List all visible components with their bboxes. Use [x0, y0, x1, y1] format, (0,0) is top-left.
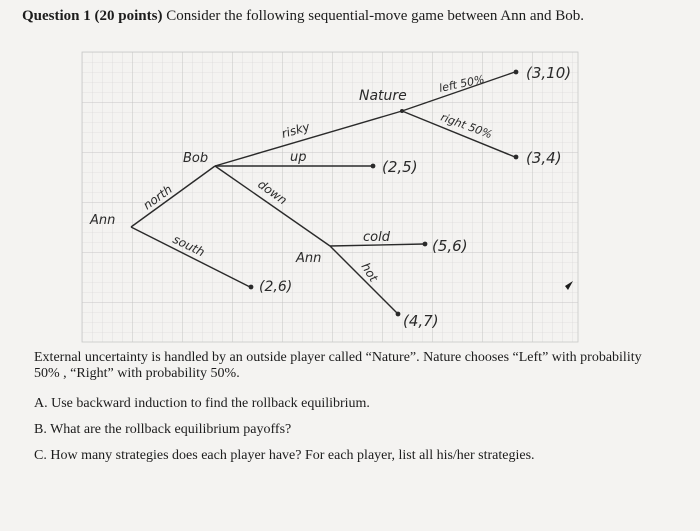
question-parts [34, 396, 674, 474]
terminal-dot-right [514, 155, 519, 160]
part-b [34, 422, 674, 438]
move-label-right: right 50% [438, 110, 494, 142]
move-label-cold: cold [363, 230, 390, 245]
terminal-dot-hot [396, 312, 401, 317]
payoff-hot: (4,7) [403, 312, 439, 330]
nature-description: External uncertainty is handled by an outside player called “Nature”. Nature chooses “Left” with probability 50% , “Right” with probability 50%. [34, 350, 642, 381]
move-label-up: up [290, 150, 307, 165]
part-c [34, 448, 674, 464]
part-a [34, 396, 674, 412]
terminal-dot-up [371, 164, 376, 169]
move-label-left: left 50% [437, 72, 486, 95]
payoff-left: (3,10) [526, 64, 572, 82]
player-label-bob: Bob [183, 151, 209, 166]
payoff-right: (3,4) [526, 149, 562, 167]
payoff-south: (2,6) [259, 279, 293, 295]
question-label: Question 1 (20 points) [22, 8, 163, 24]
part-letter: C. [34, 448, 47, 463]
part-letter: A. [34, 396, 48, 411]
part-text: What are the rollback equilibrium payoffs? [50, 422, 292, 437]
terminal-dot-left [514, 70, 519, 75]
payoff-up: (2,5) [382, 158, 418, 176]
player-label-ann-second: Ann [296, 251, 322, 266]
part-text: How many strategies does each player have? For each player, list all his/her strategies. [50, 448, 535, 463]
payoff-cold: (5,6) [432, 237, 468, 255]
part-letter: B. [34, 422, 47, 437]
node-nature [400, 109, 404, 113]
move-label-south: south [170, 232, 207, 260]
move-label-north: north [140, 182, 175, 213]
terminal-dot-cold [423, 242, 428, 247]
part-text: Use backward induction to find the rollback equilibrium. [51, 396, 370, 411]
player-label-ann-root: Ann [90, 213, 116, 228]
question-text: Consider the following sequential-move game between Ann and Bob. [162, 8, 585, 24]
move-label-hot: hot [358, 260, 381, 285]
player-label-nature: Nature [359, 88, 407, 104]
move-label-down: down [255, 177, 290, 208]
move-label-risky: risky [279, 119, 312, 141]
terminal-dot-south [249, 285, 254, 290]
